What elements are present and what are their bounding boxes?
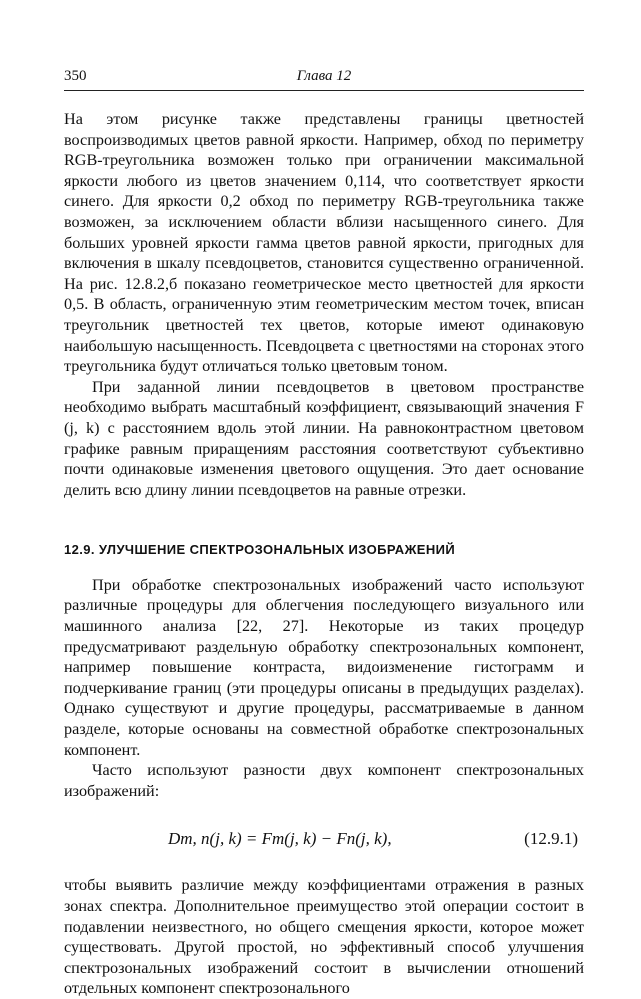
section-heading: 12.9. УЛУЧШЕНИЕ СПЕКТРОЗОНАЛЬНЫХ ИЗОБРАЖЕНИЙ	[64, 542, 456, 558]
paragraph-differences-intro: Часто используют разности двух компонент спектрозональных изображений:	[64, 761, 584, 800]
equation-number: (12.9.1)	[524, 829, 578, 849]
page-header	[64, 68, 584, 91]
paragraph-chromaticity-bounds: На этом рисунке также представлены границы цветностей воспроизводимых цветов равной яркости. Например, обход по периметру RGB-треугольника возможен только при ограничении максимальной яркости любого из цветов значением 0,114, что соответствует яркости синего. Для яркости 0,2 обход по периметру RGB-треугольника также возможен, за исключением области вблизи насыщенного синего. Для больших уровней яркости гамма цветов равной яркости, пригодных для включения в шкалу псевдоцветов, становится существенно ограниченной. На рис. 12.8.2,б показано геометрическое место цветностей для яркости 0,5. В область, ограниченную этим геометрическим местом точек, вписан треугольник цветностей тех цветов, которые имеют одинаковую наибольшую насыщенность. Псевдоцвета с цветностями на сторонах этого треугольника будут отличаться только цветовым тоном.	[64, 110, 584, 376]
paragraph-after-equation: чтобы выявить различие между коэффициентами отражения в разных зонах спектра. Дополнительное преимущество этой операции состоит в подавлении неизвестного, но общего смещения яркости, которое может существовать. Другой простой, но эффективный способ улучшения спектрозональных изображений состоит в вычислении отношений отдельных компонент спектрозонального	[64, 876, 584, 998]
paragraph-scale-factor: При заданной линии псевдоцветов в цветовом пространстве необходимо выбрать масштабный коэффициент, связывающий значения F (j, k) с расстоянием вдоль этой линии. На равноконтрастном цветовом графике равным приращениям расстояния соответствуют субъективно почти одинаковые изменения цветового ощущения. Это дает основание делить всю длину линии псевдоцветов на равные отрезки.	[64, 377, 584, 499]
body-text	[64, 109, 584, 999]
equation-formula: Dm, n(j, k) = Fm(j, k) − Fn(j, k),	[168, 829, 392, 849]
page-number: 350	[64, 68, 87, 84]
book-page	[64, 68, 584, 999]
equation-12-9-1	[64, 821, 584, 861]
running-head: Глава 12	[296, 68, 352, 84]
paragraph-multispectral-processing: При обработке спектрозональных изображений часто используют различные процедуры для облегчения последующего визуального или машинного анализа [22, 27]. Некоторые из таких процедур предусматривают раздельную обработку спектрозональных компонент, например повышение контраста, видоизменение гистограмм и подчеркивание границ (эти процедуры описаны в предыдущих разделах). Однако существуют и другие процедуры, рассматриваемые в данном разделе, которые основаны на совместной обработке спектрозональных компонент.	[64, 575, 584, 759]
